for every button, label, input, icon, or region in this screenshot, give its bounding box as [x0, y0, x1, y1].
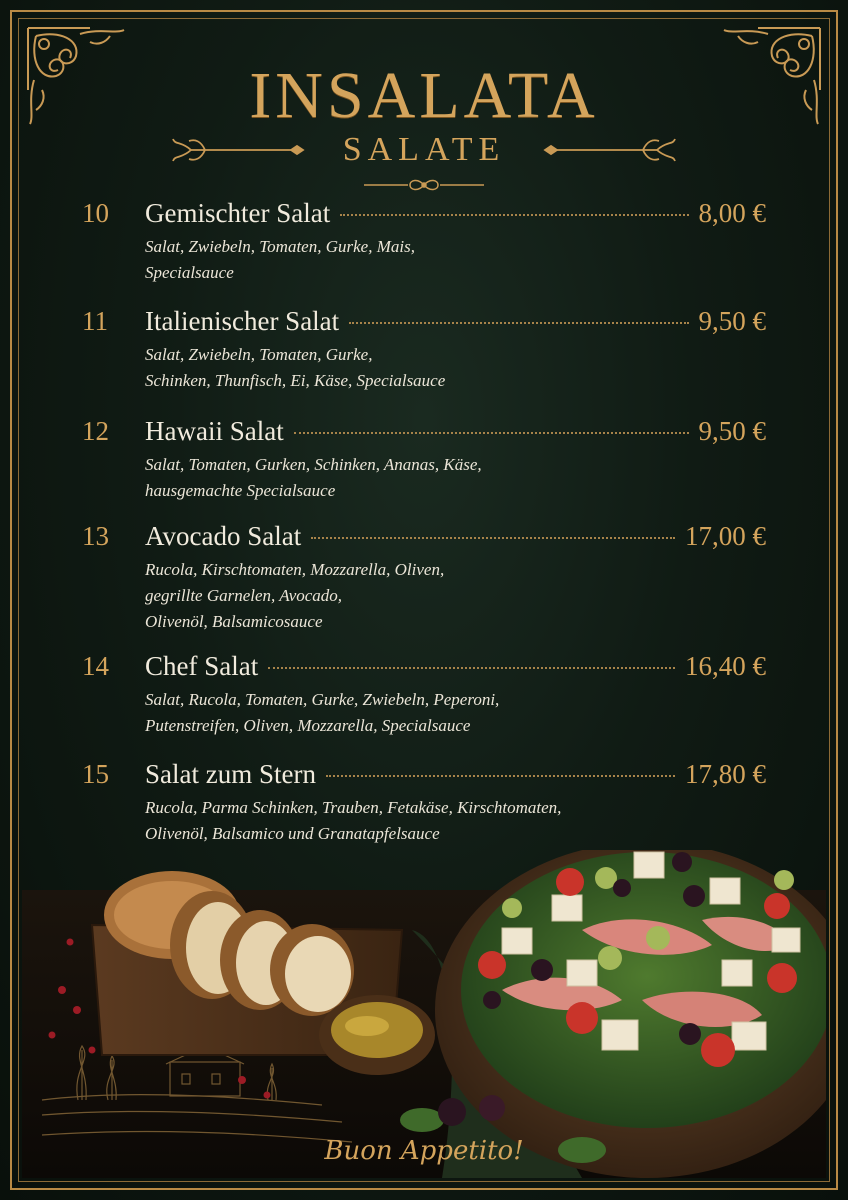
item-description — [145, 557, 766, 635]
menu-list — [82, 198, 766, 849]
menu-item — [82, 521, 766, 651]
item-name: Gemischter Salat — [145, 198, 331, 228]
description-line: hausgemachte Specialsauce — [145, 481, 336, 500]
item-price: 9,50 € — [698, 306, 766, 336]
menu-item — [82, 759, 766, 849]
description-line: Specialsauce — [145, 263, 234, 282]
menu-item — [82, 651, 766, 759]
dot-leader — [268, 667, 675, 669]
item-description — [145, 234, 766, 286]
description-line: Salat, Rucola, Tomaten, Gurke, Zwiebeln, Peperoni, — [145, 690, 500, 709]
description-line: Rucola, Parma Schinken, Trauben, Fetakäse, Kirschtomaten, — [145, 798, 562, 817]
item-name: Italienischer Salat — [145, 306, 340, 336]
item-number: 10 — [82, 198, 109, 228]
dot-leader — [340, 214, 688, 216]
item-description — [145, 795, 766, 847]
item-price: 9,50 € — [698, 416, 766, 446]
description-line: gegrillte Garnelen, Avocado, — [145, 586, 343, 605]
leaf-flourish-icon — [527, 135, 677, 165]
description-line: Putenstreifen, Oliven, Mozzarella, Specialsauce — [145, 716, 471, 735]
page-title: INSALATA — [249, 59, 599, 132]
item-number: 13 — [82, 521, 109, 551]
divider-ornament-icon — [364, 176, 484, 194]
menu-item — [82, 306, 766, 416]
description-line: Salat, Zwiebeln, Tomaten, Gurke, Mais, — [145, 237, 415, 256]
dot-leader — [326, 775, 675, 777]
page-subtitle: SALATE — [342, 131, 506, 168]
item-name: Hawaii Salat — [145, 416, 284, 446]
description-line: Rucola, Kirschtomaten, Mozzarella, Oliven, — [145, 560, 445, 579]
description-line: Olivenöl, Balsamico und Granatapfelsauce — [145, 824, 440, 843]
food-illustration — [22, 850, 826, 1178]
item-name: Avocado Salat — [145, 521, 302, 551]
item-name: Chef Salat — [145, 651, 259, 681]
item-price: 16,40 € — [685, 651, 766, 681]
item-number: 15 — [82, 759, 109, 789]
dot-leader — [311, 537, 675, 539]
item-number: 11 — [82, 306, 108, 336]
subtitle-row — [0, 128, 848, 172]
menu-item — [82, 416, 766, 521]
item-price: 17,80 € — [685, 759, 766, 789]
description-line: Olivenöl, Balsamicosauce — [145, 612, 323, 631]
description-line: Salat, Zwiebeln, Tomaten, Gurke, — [145, 345, 373, 364]
description-line: Salat, Tomaten, Gurken, Schinken, Ananas, Käse, — [145, 455, 482, 474]
item-description — [145, 452, 766, 504]
dot-leader — [349, 322, 688, 324]
item-price: 8,00 € — [698, 198, 766, 228]
dot-leader — [294, 432, 689, 434]
item-number: 12 — [82, 416, 109, 446]
item-name: Salat zum Stern — [145, 759, 316, 789]
leaf-flourish-icon — [171, 135, 321, 165]
item-description — [145, 342, 766, 394]
menu-item — [82, 198, 766, 306]
description-line: Schinken, Thunfisch, Ei, Käse, Specialsauce — [145, 371, 446, 390]
item-price: 17,00 € — [685, 521, 766, 551]
item-description — [145, 687, 766, 739]
item-number: 14 — [82, 651, 109, 681]
footer-tagline: Buon Appetito! — [324, 1136, 524, 1166]
